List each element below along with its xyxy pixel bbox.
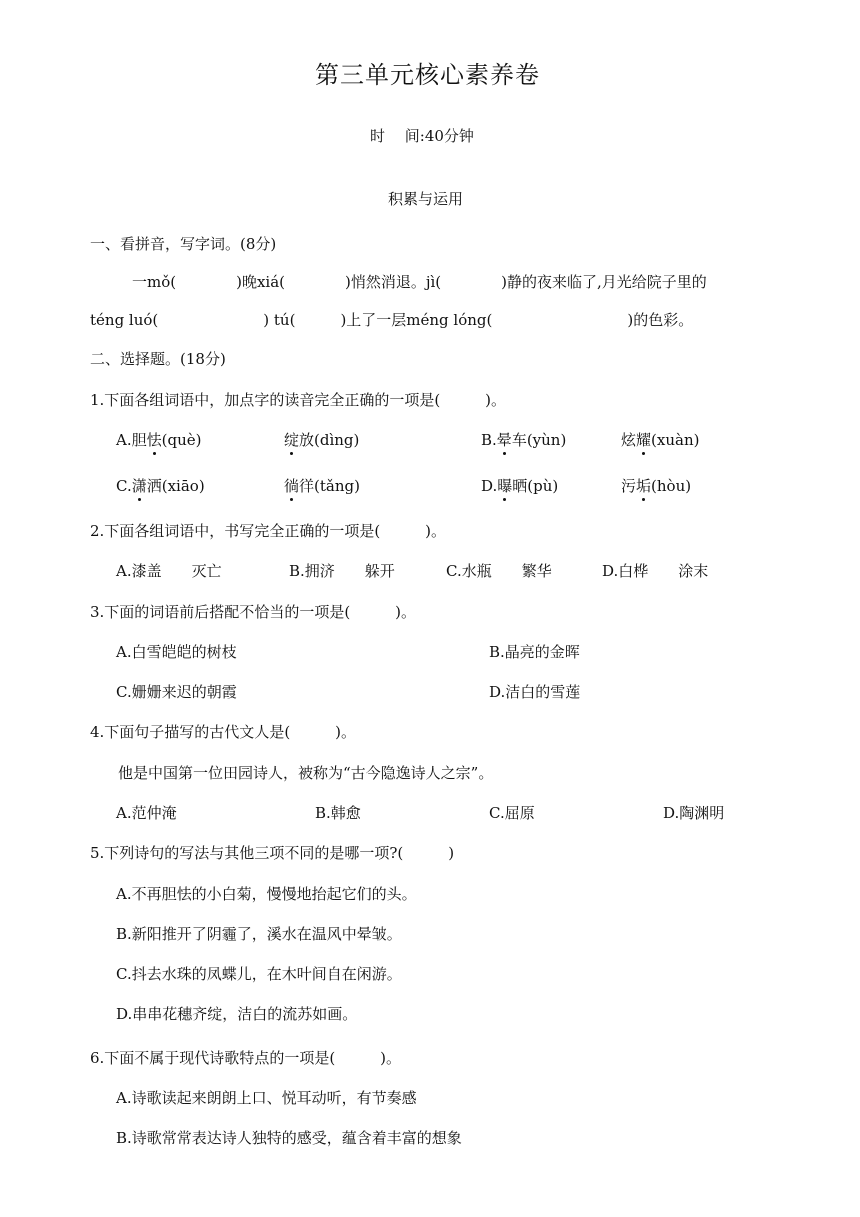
q6-stem: 6.下面不属于现代诗歌特点的一项是( )。 xyxy=(90,1049,402,1067)
q4-option-d: D.陶渊明 xyxy=(663,804,725,822)
q3-option-b: B.晶亮的金晖 xyxy=(489,643,580,661)
q4-option-c: C.屈原 xyxy=(489,804,535,822)
q5-option-d: D.串串花穗齐绽，洁白的流苏如画。 xyxy=(116,1005,358,1023)
emphasis-dot-char: 耀 xyxy=(636,431,652,449)
q4-option-b: B.韩愈 xyxy=(315,804,361,822)
q1-option-d-word2: 污垢(hòu) xyxy=(621,477,692,495)
emphasis-dot-char: 徜 xyxy=(284,477,300,495)
q3-stem: 3.下面的词语前后搭配不恰当的一项是( )。 xyxy=(90,603,417,621)
q2-stem: 2.下面各组词语中，书写完全正确的一项是( )。 xyxy=(90,522,447,540)
q2-option-c: C.水瓶 繁华 xyxy=(446,562,552,580)
emphasis-dot-char: 晕 xyxy=(496,431,512,449)
q1-option-b: B.晕车(yùn) xyxy=(481,431,567,449)
q6-option-a: A.诗歌读起来朗朗上口、悦耳动听，有节奏感 xyxy=(116,1089,417,1107)
q5-option-a: A.不再胆怯的小白菊，慢慢地抬起它们的头。 xyxy=(116,885,417,903)
q3-option-a: A.白雪皑皑的树枝 xyxy=(116,643,237,661)
q1-option-c-word2: 徜徉(tǎng) xyxy=(284,477,360,495)
q5-option-b: B.新阳推开了阴霾了，溪水在温风中晕皱。 xyxy=(116,925,402,943)
section-heading: 积累与运用 xyxy=(388,190,464,208)
q1-option-c: C.潇洒(xiāo) xyxy=(116,477,205,495)
emphasis-dot-char: 垢 xyxy=(636,477,652,495)
q2-option-b: B.拥济 躲开 xyxy=(289,562,395,580)
page-title: 第三单元核心素养卷 xyxy=(315,61,540,89)
q4-option-a: A.范仲淹 xyxy=(116,804,177,822)
q4-stem: 4.下面句子描写的古代文人是( )。 xyxy=(90,723,357,741)
part1-heading: 一、看拼音，写字词。(8分) xyxy=(90,235,277,253)
emphasis-dot-char: 绽 xyxy=(284,431,300,449)
q1-option-a-word2: 绽放(dìng) xyxy=(284,431,360,449)
q3-option-d: D.洁白的雪莲 xyxy=(489,683,581,701)
q5-option-c: C.抖去水珠的凤蝶儿，在木叶间自在闲游。 xyxy=(116,965,402,983)
q2-option-d: D.白桦 涂末 xyxy=(602,562,709,580)
q1-stem: 1.下面各组词语中，加点字的读音完全正确的一项是( )。 xyxy=(90,391,507,409)
pinyin-line-2: téng luó( ) tú( )上了一层méng lóng( )的色彩。 xyxy=(90,311,694,329)
emphasis-dot-char: 怯 xyxy=(146,431,162,449)
pinyin-line-1: 一mǒ( )晚xiá( )悄然消退。jì( )静的夜来临了,月光给院子里的 xyxy=(132,273,707,291)
q1-option-d: D.曝晒(pù) xyxy=(481,477,559,495)
q6-option-b: B.诗歌常常表达诗人独特的感受，蕴含着丰富的想象 xyxy=(116,1129,462,1147)
time-label: 时 间:40分钟 xyxy=(370,127,474,145)
q5-stem: 5.下列诗句的写法与其他三项不同的是哪一项?( ) xyxy=(90,844,455,862)
q3-option-c: C.姗姗来迟的朝霞 xyxy=(116,683,237,701)
q1-option-b-word2: 炫耀(xuàn) xyxy=(621,431,700,449)
q2-option-a: A.漆盖 灭亡 xyxy=(116,562,222,580)
q1-option-a: A.胆怯(què) xyxy=(116,431,202,449)
q4-quote: 他是中国第一位田园诗人，被称为“古今隐逸诗人之宗”。 xyxy=(118,764,494,782)
emphasis-dot-char: 曝 xyxy=(497,477,513,495)
part2-heading: 二、选择题。(18分) xyxy=(90,350,226,368)
emphasis-dot-char: 潇 xyxy=(131,477,147,495)
